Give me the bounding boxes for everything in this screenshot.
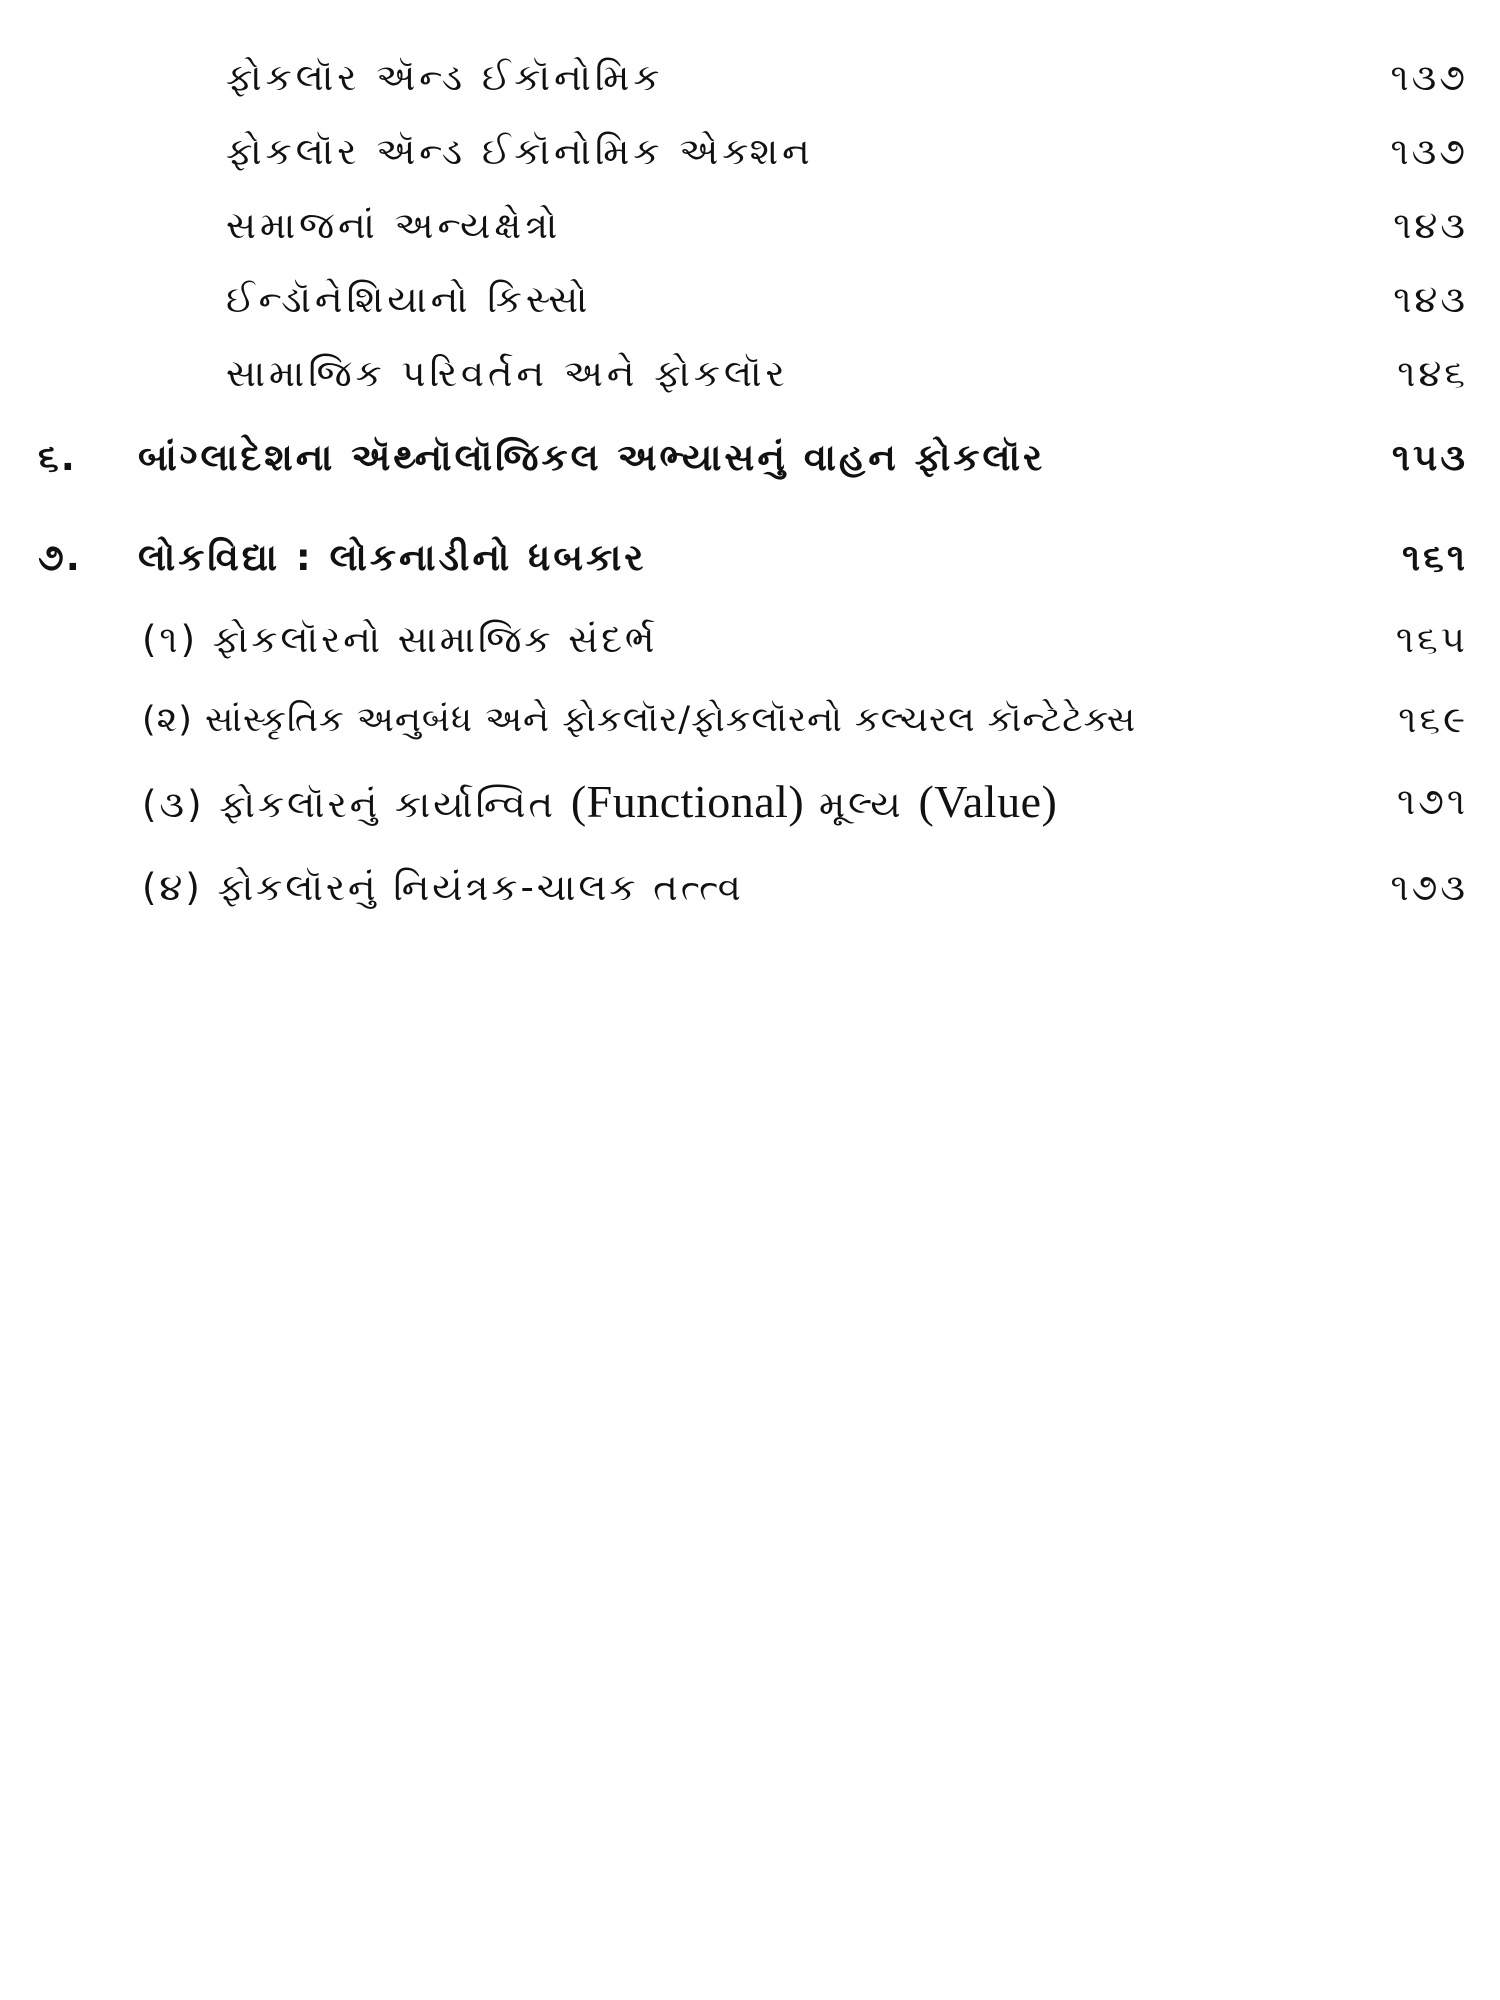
toc-entry bbox=[0, 270, 1500, 330]
item-title bbox=[142, 772, 1057, 835]
chapter-title: લોકવિદ્યા : લોકનાડીનો ધબકાર bbox=[138, 536, 647, 579]
chapter-number: ૭. bbox=[38, 536, 82, 579]
toc-item bbox=[0, 772, 1500, 832]
item-page-number: ૧૬૯ bbox=[1398, 698, 1468, 741]
item-title-start: (૩) ફોકલૉરનું કાર્યાન્વિત bbox=[142, 783, 571, 826]
item-page-number: ૧૭૩ bbox=[1390, 866, 1468, 909]
toc-entry bbox=[0, 48, 1500, 108]
toc-entry bbox=[0, 122, 1500, 182]
entry-title: ફોકલૉર ઍન્ડ ઈકૉનોમિક એક્શન bbox=[226, 130, 814, 173]
item-page-number: ૧૭૧ bbox=[1397, 780, 1468, 823]
entry-title: સામાજિક પરિવર્તન અને ફોકલૉર bbox=[226, 352, 789, 395]
item-title-mid: મૂલ્ય bbox=[804, 783, 919, 826]
entry-page-number: ૧૪૩ bbox=[1393, 204, 1468, 247]
entry-page-number: ૧૪૩ bbox=[1393, 278, 1468, 321]
item-title: (૪) ફોકલૉરનું નિયંત્રક-ચાલક તત્ત્વ bbox=[142, 866, 744, 909]
item-title-latin-functional: (Functional) bbox=[570, 776, 805, 827]
chapter-title: બાંગ્લાદેશના ઍથ્નૉલૉજિકલ અભ્યાસનું વાહન ફોકલૉર bbox=[138, 436, 1046, 479]
chapter-page-number: ૧૬૧ bbox=[1402, 536, 1468, 579]
toc-item bbox=[0, 690, 1500, 750]
toc-chapter-7 bbox=[0, 528, 1500, 588]
item-page-number: ૧૬૫ bbox=[1395, 618, 1468, 661]
toc-item bbox=[0, 858, 1500, 918]
toc-chapter-6 bbox=[0, 428, 1500, 488]
entry-title: ઈન્ડૉનેશિયાનો કિસ્સો bbox=[226, 278, 592, 321]
chapter-number: ૬. bbox=[38, 436, 77, 479]
chapter-page-number: ૧૫૩ bbox=[1391, 436, 1468, 479]
toc-entry bbox=[0, 196, 1500, 256]
item-title-latin-value: (Value) bbox=[918, 776, 1058, 827]
entry-title: ફોકલૉર ઍન્ડ ઈકૉનોમિક bbox=[226, 56, 664, 99]
item-title: (૨) સાંસ્કૃતિક અનુબંધ અને ફોકલૉર/ફોકલૉરનો કલ્ચરલ કૉન્ટેટેક્સ bbox=[142, 700, 1137, 740]
entry-page-number: ૧૪૬ bbox=[1397, 352, 1468, 395]
entry-title: સમાજનાં અન્યક્ષેત્રો bbox=[226, 204, 562, 247]
entry-page-number: ૧૩૭ bbox=[1390, 56, 1468, 99]
toc-entry bbox=[0, 344, 1500, 404]
item-title: (૧) ફોકલૉરનો સામાજિક સંદર્ભ bbox=[142, 618, 658, 661]
toc-item bbox=[0, 610, 1500, 670]
entry-page-number: ૧૩૭ bbox=[1390, 130, 1468, 173]
